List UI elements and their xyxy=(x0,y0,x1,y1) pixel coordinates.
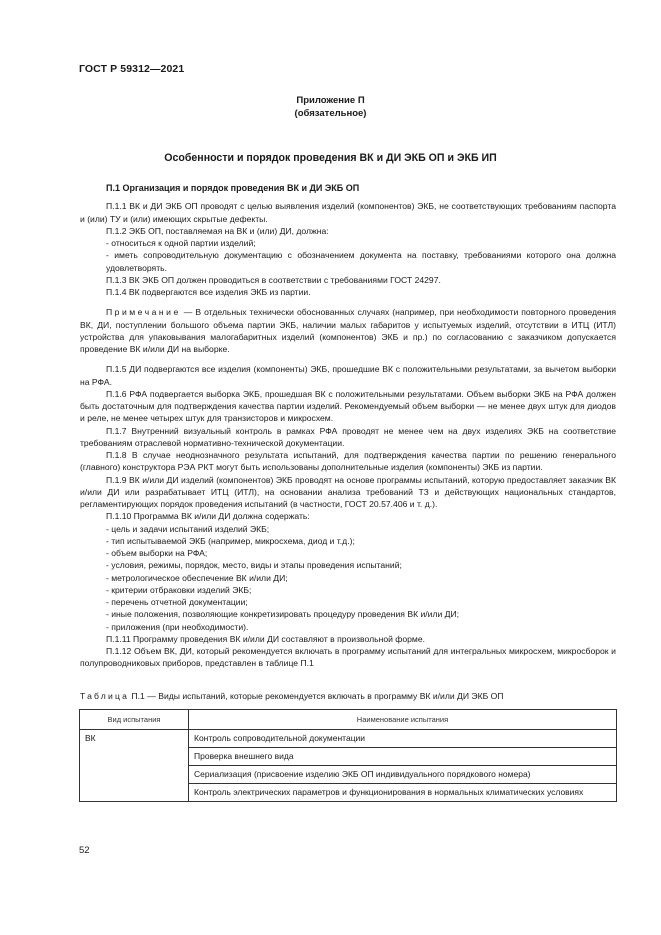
appendix-subtitle: (обязательное) xyxy=(294,108,367,119)
paragraph-p1-2: П.1.2 ЭКБ ОП, поставляемая на ВК и (или) ДИ, должна: xyxy=(106,225,329,236)
table-cell-group: ВК xyxy=(80,730,189,802)
table-header-row xyxy=(80,710,617,730)
list-item: - иметь сопроводительную документацию с обозначением документа на поставку, требованиями которого она должна удовлетворять. xyxy=(106,250,616,273)
paragraph-p1-10: П.1.10 Программа ВК и/или ДИ должна содержать: xyxy=(106,511,310,522)
table-cell: Контроль электрических параметров и функционирования в нормальных климатических условиях xyxy=(189,784,617,802)
paragraph-p1-12: П.1.12 Объем ВК, ДИ, который рекомендуется включать в программу испытаний для интегральных микросхем, микросборок и полупроводниковых приборов, представлен в таблице П.1 xyxy=(80,646,616,669)
paragraph-p1-8: П.1.8 В случае неоднозначного результата испытаний, для подтверждения качества партии по решению генерального (главного) конструктора РЭА РКТ могут быть использованы дополнительные изделия (компоненты) ЭКБ из партии. xyxy=(80,450,616,473)
paragraph-p1-1: П.1.1 ВК и ДИ ЭКБ ОП проводят с целью выявления изделий (компонентов) ЭКБ, не соответствующих требованиям паспорта и (или) ТУ и (или) имеющих скрытые дефекты. xyxy=(80,201,616,224)
body-text xyxy=(80,182,616,670)
appendix-title: Приложение П xyxy=(296,95,365,106)
list-item: - приложения (при необходимости). xyxy=(106,621,249,632)
section-heading: П.1 Организация и порядок проведения ВК и ДИ ЭКБ ОП xyxy=(106,183,360,193)
table-caption-text: П.1 — Виды испытаний, которые рекомендуется включать в программу ВК и/или ДИ ЭКБ ОП xyxy=(129,691,504,701)
appendix-heading xyxy=(0,94,661,120)
table-cell: Контроль сопроводительной документации xyxy=(189,730,617,748)
paragraph-p1-11: П.1.11 Программу проведения ВК и/или ДИ составляют в произвольной форме. xyxy=(106,633,425,644)
table-cell: Проверка внешнего вида xyxy=(189,748,617,766)
list-item: - перечень отчетной документации; xyxy=(106,597,248,607)
paragraph-p1-6: П.1.6 РФА подвергается выборка ЭКБ, прошедшая ВК с положительными результатами. Объем выборки ЭКБ на РФА должен быть достаточным для подтверждения качества партии изделий. Рекомендуемый объем выборки — не менее двух штук для диодов и реле, не менее четырех штук для транзисторов и микросхем. xyxy=(80,388,616,424)
page-number: 52 xyxy=(79,845,90,856)
list-item: - объем выборки на РФА; xyxy=(106,548,208,558)
list-item: - критерии отбраковки изделий ЭКБ; xyxy=(106,584,252,595)
paragraph-p1-7: П.1.7 Внутренний визуальный контроль в рамках РФА проводят не менее чем на двух изделиях ЭКБ на соответствие требованиям отраслевой нормативно-технической документации. xyxy=(80,425,616,448)
note-text: — В отдельных технически обоснованных случаях (например, при необходимости повторного проведения ВК, ДИ, поступлении большого объема партии ЭКБ, наличии малых габаритов у испытуемых изделий, отсутствии в ИТЦ (ИТЛ) устройства для упаковывания малогабаритных изделий (компонентов) ЭКБ и пр.) по согласованию с заказчиком допускается проведение ВК и/или ДИ на выборке. xyxy=(80,307,616,354)
paragraph-p1-5: П.1.5 ДИ подвергаются все изделия (компоненты) ЭКБ, прошедшие ВК с положительными результатами, за вычетом выборки на РФА. xyxy=(80,364,616,387)
table-row xyxy=(80,730,617,748)
document-code: ГОСТ Р 59312—2021 xyxy=(79,63,185,75)
table-header-test-type: Вид испытания xyxy=(80,710,189,730)
list-item: - иные положения, позволяющие конкретизировать процедуру проведения ВК и/или ДИ; xyxy=(106,609,460,620)
list-item: - относиться к одной партии изделий; xyxy=(106,238,256,248)
main-title: Особенности и порядок проведения ВК и ДИ ЭКБ ОП и ЭКБ ИП xyxy=(164,152,497,164)
table-caption-label: Таблица xyxy=(80,691,130,701)
note-label: Примечание xyxy=(106,307,181,318)
list-item: - условия, режимы, порядок, место, виды и этапы проведения испытаний; xyxy=(106,560,402,571)
paragraph-p1-9: П.1.9 ВК и/или ДИ изделий (компонентов) ЭКБ проводят на основе программы испытаний, которую предоставляет заказчик ВК и/или ДИ или разрабатывает ИТЦ (ИТЛ), на основании анализа требований ТЗ и действующих национальных стандартов, регламентирующих порядок проведения испытаний (в частности, ГОСТ 20.57.406 и т. д.). xyxy=(80,474,616,509)
paragraph-p1-3: П.1.3 ВК ЭКБ ОП должен проводиться в соответствии с требованиями ГОСТ 24297. xyxy=(106,274,441,285)
tests-table xyxy=(79,709,617,802)
table-cell: Сериализация (присвоение изделию ЭКБ ОП индивидуального порядкового номера) xyxy=(189,766,617,784)
note xyxy=(80,306,616,355)
list-item: - тип испытываемой ЭКБ (например, микросхема, диод и т.д.); xyxy=(106,535,355,546)
paragraph-p1-4: П.1.4 ВК подвергаются все изделия ЭКБ из партии. xyxy=(106,287,311,297)
table-caption xyxy=(80,691,620,701)
list-item: - цель и задачи испытаний изделий ЭКБ; xyxy=(106,523,270,534)
table-header-test-name: Наименование испытания xyxy=(189,710,617,730)
list-item: - метрологическое обеспечение ВК и/или ДИ; xyxy=(106,572,288,583)
